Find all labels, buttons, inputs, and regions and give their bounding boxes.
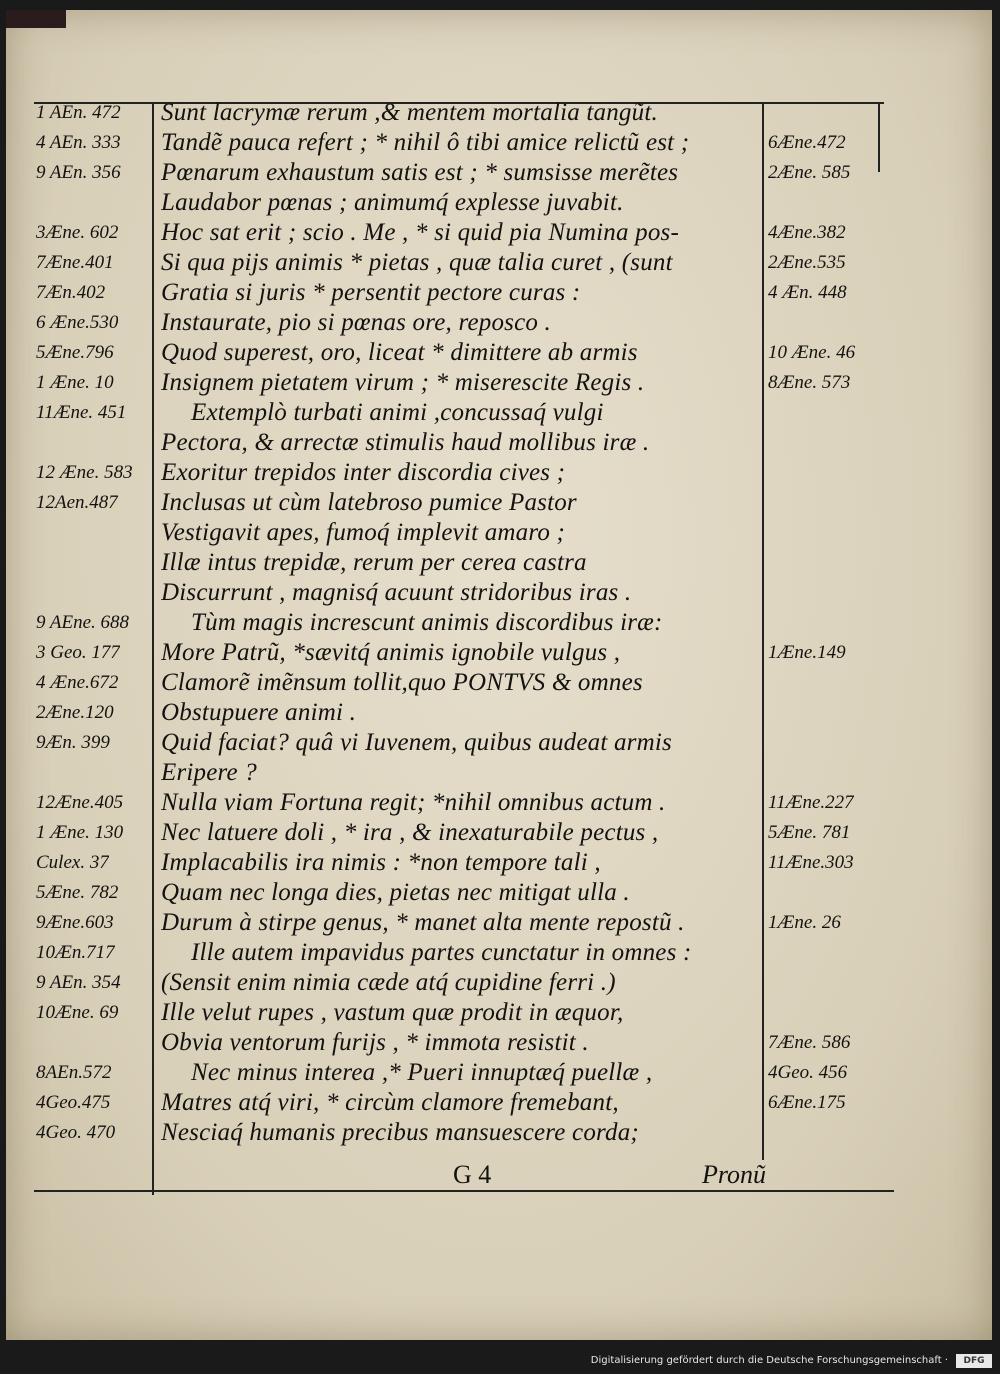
left-reference: 8AEn.572 xyxy=(36,1062,112,1083)
right-reference: 7Æne. 586 xyxy=(768,1032,851,1053)
verse-line: Nec minus interea ,* Pueri innuptæq́ puellæ , xyxy=(191,1059,653,1086)
left-reference: 2Æne.120 xyxy=(36,702,114,723)
left-reference: 4Geo.475 xyxy=(36,1092,111,1113)
verse-line: Ille velut rupes , vastum quæ prodit in æquor, xyxy=(161,999,624,1026)
verse-line: (Sensit enim nimia cæde atq́ cupidine ferri .) xyxy=(161,969,616,996)
left-reference: 4 AEn. 333 xyxy=(36,132,121,153)
right-reference: 6Æne.472 xyxy=(768,132,846,153)
verse-line: Eripere ? xyxy=(161,759,257,786)
signature-mark: G 4 xyxy=(453,1160,492,1189)
dfg-logo: DFG xyxy=(956,1354,992,1368)
left-reference: 12 Æne. 583 xyxy=(36,462,133,483)
right-reference: 2Æne. 585 xyxy=(768,162,851,183)
verse-line: Tùm magis increscunt animis discordibus iræ: xyxy=(191,609,663,636)
right-reference: 6Æne.175 xyxy=(768,1092,846,1113)
verse-line: Quid faciat? quâ vi Iuvenem, quibus audeat armis xyxy=(161,729,672,756)
left-reference: 9 AEn. 356 xyxy=(36,162,121,183)
left-reference: 11Æne. 451 xyxy=(36,402,127,423)
right-reference: 11Æne.227 xyxy=(768,792,854,813)
right-reference: 1Æne. 26 xyxy=(768,912,841,933)
book-page xyxy=(6,10,992,1340)
left-rule xyxy=(152,102,154,1195)
left-reference: Culex. 37 xyxy=(36,852,109,873)
verse-line: Quam nec longa dies, pietas nec mitigat ulla . xyxy=(161,879,630,906)
right-reference: 11Æne.303 xyxy=(768,852,854,873)
right-reference: 1Æne.149 xyxy=(768,642,846,663)
left-reference: 9Æn. 399 xyxy=(36,732,110,753)
verse-line: Nesciaq́ humanis precibus mansuescere corda; xyxy=(161,1119,639,1146)
left-reference: 7Æn.402 xyxy=(36,282,106,303)
right-rule xyxy=(762,102,764,1160)
verse-line: Ille autem impavidus partes cunctatur in omnes : xyxy=(191,939,692,966)
verse-line: Obstupuere animi . xyxy=(161,699,357,726)
verse-line: Gratia si juris * persentit pectore curas : xyxy=(161,279,581,306)
verse-line: Hoc sat erit ; scio . Me , * si quid pia Numina pos- xyxy=(161,219,680,246)
verse-line: Nec latuere doli , * ira , & inexaturabile pectus , xyxy=(161,819,659,846)
digitization-credit: Digitalisierung gefördert durch die Deutsche Forschungsgemeinschaft · xyxy=(590,1355,948,1366)
library-stamp xyxy=(6,10,66,28)
verse-line: Insignem pietatem virum ; * miserescite Regis . xyxy=(161,369,645,396)
left-reference: 3 Geo. 177 xyxy=(36,642,120,663)
right-reference: 4Æne.382 xyxy=(768,222,846,243)
verse-line: Laudabor pœnas ; animumq́ explesse juvabit. xyxy=(161,189,624,216)
left-reference: 12Aen.487 xyxy=(36,492,118,513)
verse-line: Matres atq́ viri, * circùm clamore fremebant, xyxy=(161,1089,619,1116)
verse-line: Inclusas ut cùm latebroso pumice Pastor xyxy=(161,489,577,516)
left-reference: 4 Æne.672 xyxy=(36,672,119,693)
verse-line: Instaurate, pio si pœnas ore, reposco . xyxy=(161,309,551,336)
verse-line: Si qua pijs animis * pietas , quæ talia curet , (sunt xyxy=(161,249,673,276)
right-reference: 2Æne.535 xyxy=(768,252,846,273)
catchword: Pronũ xyxy=(701,1160,766,1189)
verse-line: Clamorẽ imẽnsum tollit,quo PONTVS & omnes xyxy=(161,669,643,696)
left-reference: 1 AEn. 472 xyxy=(36,102,121,123)
verse-line: Pœnarum exhaustum satis est ; * sumsisse merẽtes xyxy=(161,159,679,186)
left-reference: 4Geo. 470 xyxy=(36,1122,116,1143)
verse-line: Illæ intus trepidæ, rerum per cerea castra xyxy=(161,549,587,576)
verse-line: Pectora, & arrectæ stimulis haud mollibus iræ . xyxy=(161,429,650,456)
right-reference: 5Æne. 781 xyxy=(768,822,851,843)
left-reference: 7Æne.401 xyxy=(36,252,114,273)
left-reference: 5Æne. 782 xyxy=(36,882,119,903)
left-reference: 6 Æne.530 xyxy=(36,312,119,333)
verse-line: Nulla viam Fortuna regit; *nihil omnibus actum . xyxy=(161,789,666,816)
right-reference: 4Geo. 456 xyxy=(768,1062,848,1083)
verse-line: Discurrunt , magnisq́ acuunt stridoribus iras . xyxy=(161,579,632,606)
right-reference: 4 Æn. 448 xyxy=(768,282,847,303)
verse-line: Durum à stirpe genus, * manet alta mente repostũ . xyxy=(161,909,685,936)
left-reference: 3Æne. 602 xyxy=(36,222,119,243)
verse-line: Extemplò turbati animi ,concussaq́ vulgi xyxy=(191,399,604,426)
right-reference: 8Æne. 573 xyxy=(768,372,851,393)
verse-line: Tandẽ pauca refert ; * nihil ô tibi amice relictũ est ; xyxy=(161,129,690,156)
left-reference: 12Æne.405 xyxy=(36,792,124,813)
verse-line: Vestigavit apes, fumoq́ implevit amaro ; xyxy=(161,519,566,546)
left-reference: 10Æne. 69 xyxy=(36,1002,119,1023)
left-reference: 5Æne.796 xyxy=(36,342,114,363)
verse-line: Obvia ventorum furijs , * immota resistit . xyxy=(161,1029,589,1056)
left-reference: 1 Æne. 10 xyxy=(36,372,114,393)
verse-line: Sunt lacrymæ rerum ,& mentem mortalia tangũt. xyxy=(161,99,658,126)
page-footer xyxy=(161,1160,766,1196)
verse-line: Exoritur trepidos inter discordia cives ; xyxy=(161,459,566,486)
right-reference: 10 Æne. 46 xyxy=(768,342,856,363)
left-reference: 1 Æne. 130 xyxy=(36,822,124,843)
outer-right-rule xyxy=(878,102,880,172)
left-reference: 9 AEne. 688 xyxy=(36,612,130,633)
left-reference: 9Æne.603 xyxy=(36,912,114,933)
verse-line: More Patrũ, *sævitq́ animis ignobile vulgus , xyxy=(161,639,621,666)
verse-line: Quod superest, oro, liceat * dimittere ab armis xyxy=(161,339,638,366)
left-reference: 9 AEn. 354 xyxy=(36,972,121,993)
left-reference: 10Æn.717 xyxy=(36,942,115,963)
verse-line: Implacabilis ira nimis : *non tempore tali , xyxy=(161,849,601,876)
